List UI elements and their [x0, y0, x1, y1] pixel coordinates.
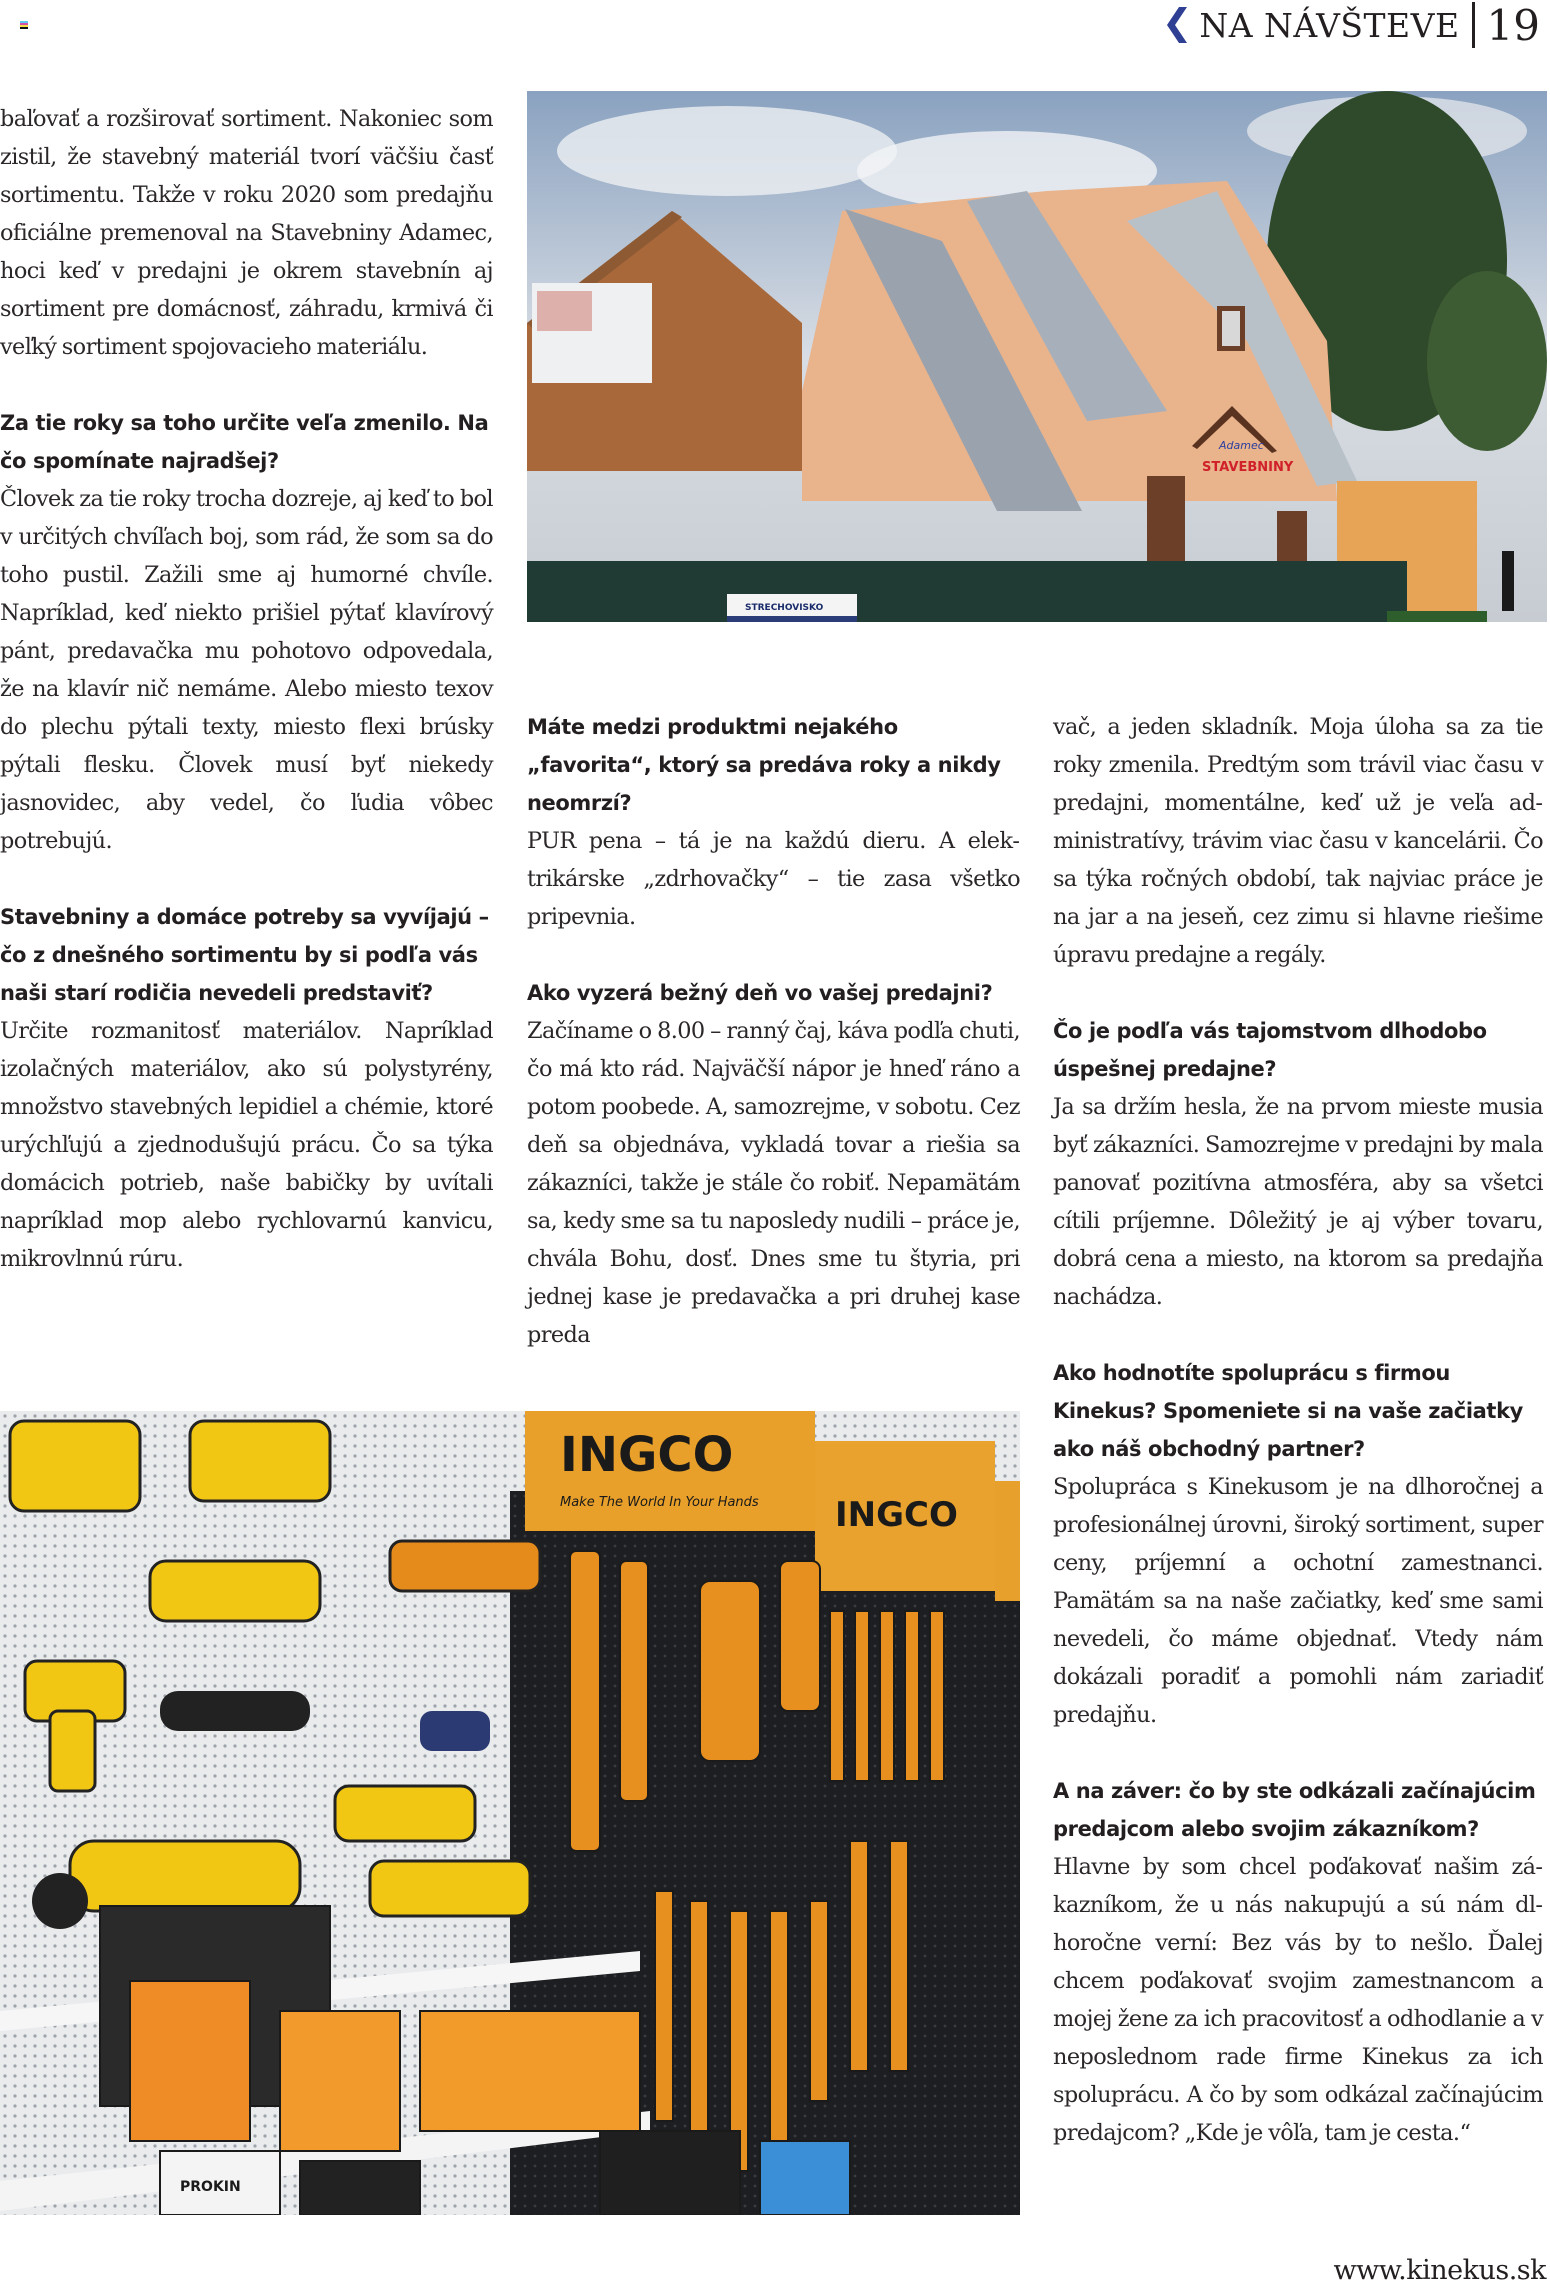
article-column-1 [0, 100, 493, 1278]
interview-question: Čo je podľa vás tajomstvom dlhodobo úspešnej predajne? [1053, 1019, 1487, 1081]
interview-question: Ako hodnotíte spoluprácu s firmou Kinekus? Spomeniete si na vaše začiatky ako náš obchodný partner? [1053, 1361, 1523, 1461]
page-number: 19 [1486, 0, 1540, 50]
article-column-3 [1053, 708, 1543, 2152]
interview-question: Máte medzi produktmi nejakého „favorita“, ktorý sa predáva roky a nikdy neomrzí? [527, 715, 1001, 815]
section-title: NA NÁVŠTEVE [1199, 5, 1460, 45]
continuation-paragraph: vač, a jeden skladník. Moja úloha sa za tie roky zmenila. Predtým som trávil viac času v predajni, momentálne, keď už je veľa administratívy, trávim viac času v kancelárii. Čo sa týka ročných období, tak najviac práce je na jar a na jeseň, cez zimu si hlavne riešime úpravu predajne a regály. [1053, 714, 1543, 968]
interview-answer: Ja sa držím hesla, že na prvom mieste musia byť zákazníci. Samozrejme v predajni by mala panovať pozitívna atmosféra, aby sa všetci cítili príjemne. Dôležitý je aj výber tovaru, dobrá cena a miesto, na ktorom sa predajňa nachádza. [1053, 1094, 1543, 1310]
banner-text: STRECHOVISKO [745, 603, 824, 613]
tools-display-photo [0, 1411, 1020, 2215]
interview-question: Za tie roky sa toho určite veľa zmenilo. Na čo spomínate najradšej? [0, 411, 489, 473]
interview-question: A na záver: čo by ste odkázali začínajúcim predajcom alebo svojim zákazníkom? [1053, 1779, 1536, 1841]
intro-paragraph: baľovať a rozširovať sortiment. Nakoniec som zistil, že stavebný materiál tvorí väčšiu časť sortimentu. Takže v roku 2020 som predajňu oficiálne premenoval na Stavebniny Adamec, hoci keď v predajni je okrem stavebnín aj sortiment pre domácnosť, záhradu, krmivá či veľký sortiment spojovacieho materiálu. [0, 106, 493, 360]
interview-answer: Začíname o 8.00 – ranný čaj, káva podľa chuti, čo má kto rád. Najväčší nápor je hneď ráno a potom poobede. A, samozrejme, v sobotu. Cez deň sa objednáva, vykladá tovar a riešia sa zákazníci, takže je stále čo robiť. Nepamätám sa, kedy sme sa tu naposledy nudili – práce je, chvála Bohu, dosť. Dnes sme tu štyria, pri jednej kase je predavačka a pri druhej kase preda [527, 1018, 1020, 1348]
interview-answer: Spolupráca s Kinekusom je na dlhoročnej a profesionálnej úrovni, široký sortiment, super ceny, príjemní a ochotní zamestnanci. Pamätám sa na naše začiatky, keď sme sami nevedeli, čo máme objednať. Vtedy nám dokázali poradiť a pomohli nám zariadiť predajňu. [1053, 1474, 1543, 1728]
chevron-left-icon [1167, 7, 1189, 43]
page-header [1167, 0, 1540, 50]
interview-answer: PUR pena – tá je na každú dieru. A elektrikárske „zdrhovačky“ – tie zasa všetko pripevnia. [527, 828, 1020, 930]
print-registration-mark [20, 21, 28, 29]
footer-url[interactable]: www.kinekus.sk [1333, 2255, 1546, 2286]
ingco-slogan: Make The World In Your Hands [560, 1495, 759, 1510]
interview-question: Stavebniny a domáce potreby sa vyvíjajú – čo z dnešného sortimentu by si podľa vás naši starí rodičia nevedeli predstaviť? [0, 905, 489, 1005]
interview-answer: Hlavne by som chcel poďakovať našim zákazníkom, že u nás nakupujú a sú nám dlhoročne verní: Bez vás by to nešlo. Ďalej chcem poďakovať svojim zamestnancom a mojej žene za ich pracovitosť a odhodlanie a v neposlednom rade firme Kinekus za ich spoluprácu. A čo by som odkázal začínajúcim predajcom? „Kde je vôľa, tam je cesta.“ [1053, 1854, 1543, 2146]
ingco-logo: INGCO [560, 1427, 734, 1483]
sign-text: STAVEBNINY [1202, 460, 1294, 475]
prokin-logo: PROKIN [180, 2179, 241, 2195]
ingco-logo-2: INGCO [835, 1495, 958, 1535]
sign-brand: Adamec [1219, 439, 1264, 452]
interview-question: Ako vyzerá bežný deň vo vašej predajni? [527, 981, 993, 1005]
header-divider [1472, 2, 1475, 48]
interview-answer: Človek za tie roky trocha dozreje, aj keď to bol v určitých chvíľach boj, som rád, že som sa do toho pustil. Zažili sme aj humorné chvíle. Napríklad, keď niekto prišiel pýtať klavírový pánt, predavačka mu pohotovo odpovedala, že na klavír nič nemáme. Alebo miesto texov do plechu pýtali texty, miesto flexi brúsky pýtali flesku. Človek musí byť niekedy jasnovidec, aby vedel, čo ľudia vôbec potrebujú. [0, 486, 493, 854]
storefront-photo [527, 91, 1547, 622]
article-column-2 [527, 708, 1020, 1354]
interview-answer: Určite rozmanitosť materiálov. Napríklad izolačných materiálov, ako sú polystyrény, množstvo stavebných lepidiel a chémie, ktoré urýchľujú a zjednodušujú prácu. Čo sa týka domácich potrieb, naše babičky by uvítali napríklad mop alebo rychlovarnú kanvicu, mikrovlnnú rúru. [0, 1018, 493, 1272]
